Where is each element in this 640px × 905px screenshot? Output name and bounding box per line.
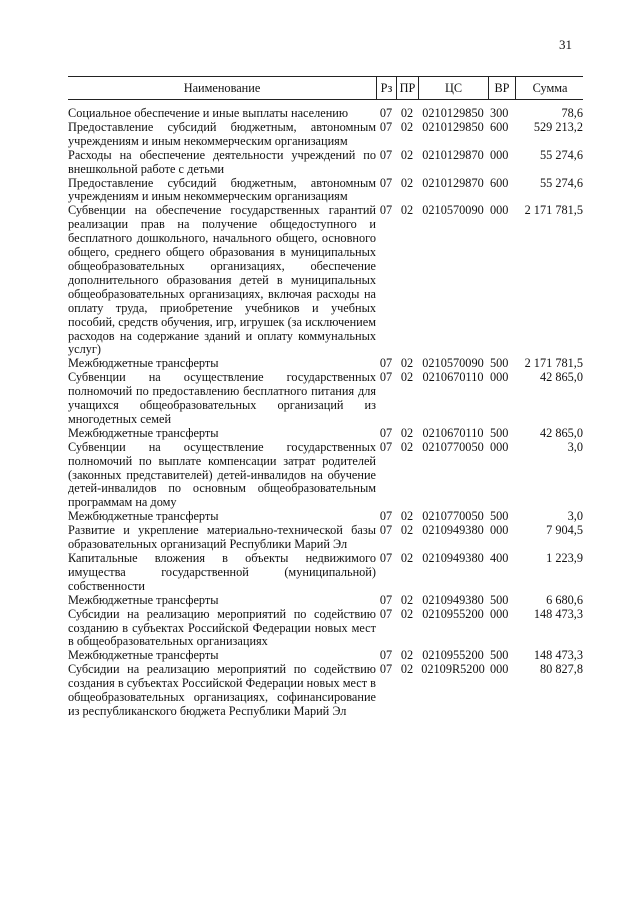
- cell-rz: 07: [379, 175, 393, 190]
- cell-vr: 000: [490, 439, 509, 454]
- cell-pr: 02: [400, 606, 414, 621]
- table-row: [68, 107, 583, 121]
- cell-rz: 07: [379, 523, 393, 538]
- cell-name: Капитальные вложения в объекты недвижимого имущества государственной (муниципальной) собственности: [68, 551, 376, 593]
- cell-name: Межбюджетные трансферты: [68, 425, 219, 440]
- table-row: [68, 204, 583, 357]
- cell-vr: 000: [490, 147, 509, 162]
- cell-name: Социальное обеспечение и иные выплаты населению: [68, 106, 349, 120]
- header-rz: Рз: [376, 77, 396, 99]
- cell-cs: 0210129870: [422, 147, 484, 162]
- cell-pr: 02: [400, 425, 414, 440]
- cell-pr: 02: [400, 175, 414, 190]
- cell-rz: 07: [379, 592, 393, 607]
- cell-pr: 02: [400, 551, 414, 565]
- table-row: [68, 594, 583, 608]
- cell-pr: 02: [400, 648, 414, 663]
- cell-cs: 0210955200: [422, 648, 484, 663]
- cell-sum: 42 865,0: [539, 425, 583, 440]
- cell-cs: 0210129850: [422, 119, 484, 134]
- cell-name: Межбюджетные трансферты: [68, 509, 219, 524]
- cell-sum: 55 274,6: [539, 175, 583, 190]
- cell-vr: 500: [490, 648, 509, 663]
- cell-vr: 500: [490, 592, 509, 607]
- cell-name: Субвенции на обеспечение государственных гарантий реализации прав на получение общедоступного и бесплатного дошкольного, начального общего, основного общего, среднего общего образования в муниципальных общеобразовательных организациях, обеспечение дополнительного образования детей в муниципальных общеобразовательных организациях, включая расходы на оплату труда, приобретение учебников и учебных пособий, средств обучения, игр, игрушек (за исключением расходов на содержание зданий и оплату коммунальных услуг): [68, 203, 376, 357]
- cell-sum: 148 473,3: [533, 648, 583, 663]
- table-row: [68, 608, 583, 650]
- cell-pr: 02: [400, 509, 414, 524]
- cell-cs: 0210955200: [422, 606, 484, 621]
- cell-name: Субвенции на осуществление государственных полномочий по предоставлению бесплатного питания для учащихся общеобразовательных организаций из многодетных семей: [68, 370, 376, 426]
- cell-sum: 6 680,6: [546, 592, 583, 607]
- cell-rz: 07: [379, 509, 393, 524]
- table-body: [68, 107, 583, 719]
- cell-name: Межбюджетные трансферты: [68, 592, 219, 607]
- cell-vr: 300: [490, 106, 509, 120]
- cell-vr: 000: [490, 203, 509, 218]
- table-row: [68, 441, 583, 511]
- cell-pr: 02: [400, 203, 414, 218]
- table-row: [68, 552, 583, 594]
- cell-rz: 07: [379, 439, 393, 454]
- cell-sum: 148 473,3: [533, 606, 583, 621]
- cell-name: Расходы на обеспечение деятельности учреждений по внешкольной работе с детьми: [68, 147, 376, 176]
- cell-pr: 02: [400, 119, 414, 134]
- cell-rz: 07: [379, 147, 393, 162]
- cell-pr: 02: [400, 106, 414, 120]
- cell-rz: 07: [379, 106, 393, 120]
- cell-cs: 0210949380: [422, 523, 484, 538]
- cell-sum: 3,0: [567, 509, 583, 524]
- table-row: [68, 149, 583, 177]
- cell-sum: 78,6: [561, 106, 583, 120]
- table-row: [68, 371, 583, 427]
- table-row: [68, 663, 583, 719]
- table-row: [68, 121, 583, 149]
- cell-cs: 0210670110: [422, 370, 484, 385]
- cell-cs: 0210770050: [422, 509, 484, 524]
- cell-name: Субсидии на реализацию мероприятий по содействию создания в субъектах Российской Федерации новых мест в общеобразовательных организациях, софинансирование из республиканского бюджета Республики Марий Эл: [68, 662, 376, 718]
- cell-pr: 02: [400, 370, 414, 385]
- header-cs: ЦС: [418, 77, 488, 99]
- header-sum: Сумма: [515, 77, 584, 99]
- table-row: [68, 524, 583, 552]
- cell-sum: 7 904,5: [546, 523, 583, 538]
- cell-rz: 07: [379, 606, 393, 621]
- cell-cs: 0210670110: [422, 425, 484, 440]
- cell-pr: 02: [400, 662, 414, 677]
- cell-vr: 500: [490, 356, 509, 371]
- cell-cs: 0210949380: [422, 551, 484, 565]
- table-row: [68, 649, 583, 663]
- table-header: [68, 76, 583, 100]
- cell-name: Межбюджетные трансферты: [68, 356, 219, 371]
- cell-pr: 02: [400, 147, 414, 162]
- table-row: [68, 357, 583, 371]
- page-number: 31: [559, 37, 572, 52]
- cell-cs: 0210129870: [422, 175, 484, 190]
- cell-rz: 07: [379, 203, 393, 218]
- cell-name: Развитие и укрепление материально-технической базы образовательных организаций Республики Марий Эл: [68, 523, 376, 552]
- header-vr: ВР: [488, 77, 515, 99]
- cell-cs: 0210570090: [422, 203, 484, 218]
- table-row: [68, 427, 583, 441]
- cell-cs: 0210949380: [422, 592, 484, 607]
- cell-sum: 80 827,8: [539, 662, 583, 677]
- cell-cs: 0210129850: [422, 106, 484, 120]
- cell-sum: 2 171 781,5: [524, 203, 583, 218]
- table-row: [68, 510, 583, 524]
- cell-pr: 02: [400, 356, 414, 371]
- cell-rz: 07: [379, 370, 393, 385]
- cell-name: Предоставление субсидий бюджетным, автономным учреждениям и иным некоммерческим организациям: [68, 175, 376, 204]
- cell-name: Субвенции на осуществление государственных полномочий по выплате компенсации затрат родителей (законных представителей) детей-инвалидов на обучение детей-инвалидов по основным общеобразовательным программам на дому: [68, 439, 376, 510]
- cell-cs: 02109R5200: [421, 662, 485, 677]
- cell-name: Предоставление субсидий бюджетным, автономным учреждениям и иным некоммерческим организациям: [68, 119, 376, 148]
- cell-rz: 07: [379, 662, 393, 677]
- cell-vr: 500: [490, 425, 509, 440]
- cell-cs: 0210570090: [422, 356, 484, 371]
- cell-name: Субсидии на реализацию мероприятий по содействию созданию в субъектах Российской Федерации новых мест в общеобразовательных организациях: [68, 606, 376, 649]
- cell-vr: 000: [490, 523, 509, 538]
- cell-name: Межбюджетные трансферты: [68, 648, 219, 663]
- cell-vr: 600: [490, 175, 509, 190]
- cell-vr: 000: [490, 370, 509, 385]
- cell-vr: 600: [490, 119, 509, 134]
- cell-pr: 02: [400, 523, 414, 538]
- cell-pr: 02: [400, 592, 414, 607]
- cell-rz: 07: [379, 356, 393, 371]
- cell-vr: 400: [490, 551, 509, 565]
- cell-cs: 0210770050: [422, 439, 484, 454]
- cell-vr: 500: [490, 509, 509, 524]
- table-row: [68, 177, 583, 205]
- cell-pr: 02: [400, 439, 414, 454]
- header-pr: ПР: [396, 77, 418, 99]
- cell-sum: 529 213,2: [533, 119, 583, 134]
- cell-vr: 000: [490, 606, 509, 621]
- cell-rz: 07: [379, 551, 393, 565]
- cell-rz: 07: [379, 648, 393, 663]
- cell-sum: 42 865,0: [539, 370, 583, 385]
- cell-rz: 07: [379, 425, 393, 440]
- cell-sum: 2 171 781,5: [524, 356, 583, 371]
- cell-sum: 3,0: [567, 439, 583, 454]
- cell-sum: 1 223,9: [546, 551, 583, 565]
- cell-vr: 000: [490, 662, 509, 677]
- header-name: Наименование: [183, 81, 261, 95]
- cell-rz: 07: [379, 119, 393, 134]
- cell-sum: 55 274,6: [539, 147, 583, 162]
